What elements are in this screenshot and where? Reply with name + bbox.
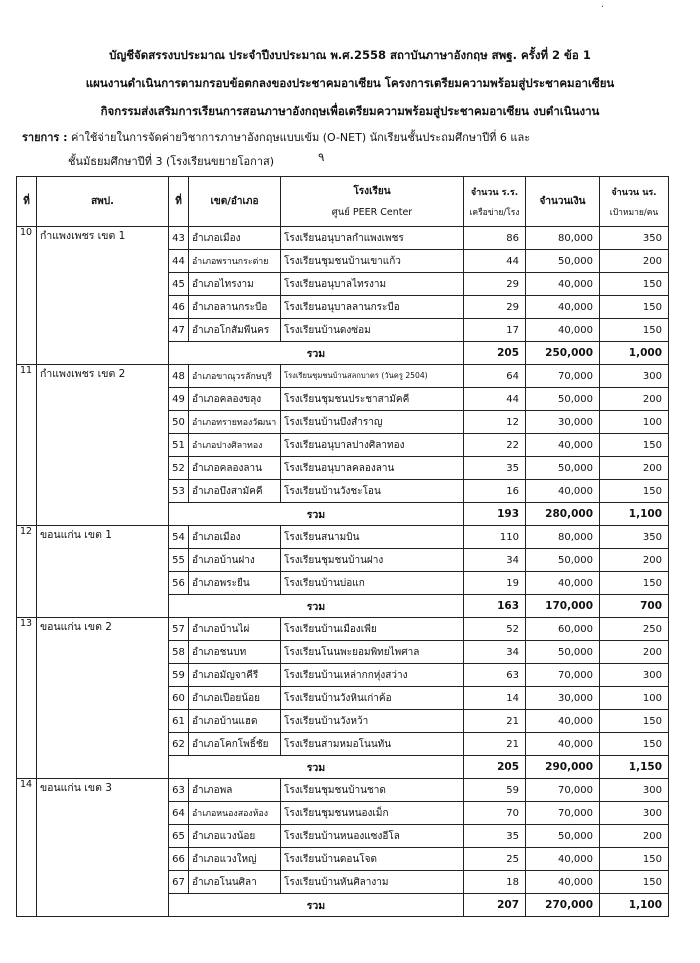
target-students: 150 (600, 434, 669, 457)
district-name: อำเภอบ้านฝาง (189, 549, 281, 572)
network-school-count: 16 (464, 480, 526, 503)
school-name: โรงเรียนอนุบาลกำแพงเพชร (281, 227, 464, 250)
amount: 70,000 (526, 365, 600, 388)
item-text-continued: ชั้นมัธยมศึกษาปีที่ 3 (โรงเรียนขยายโอกาส) (68, 155, 274, 168)
school-name: โรงเรียนสนามบิน (281, 526, 464, 549)
district-name: อำเภอพระยืน (189, 572, 281, 595)
district-name: อำเภอพรานกระต่าย (189, 250, 281, 273)
target-students: 150 (600, 848, 669, 871)
row-index: 60 (169, 687, 189, 710)
target-students: 200 (600, 641, 669, 664)
row-index: 43 (169, 227, 189, 250)
district-name: อำเภอหนองสองห้อง (189, 802, 281, 825)
amount: 80,000 (526, 526, 600, 549)
target-students: 350 (600, 227, 669, 250)
school-name: โรงเรียนบ้านบึงสำราญ (281, 411, 464, 434)
network-school-count: 70 (464, 802, 526, 825)
network-school-count: 19 (464, 572, 526, 595)
district-name: อำเภอเปือยน้อย (189, 687, 281, 710)
group-number: 10 (17, 227, 37, 365)
school-name: โรงเรียนบ้านบ่อแก (281, 572, 464, 595)
district-name: อำเภอลานกระบือ (189, 296, 281, 319)
row-index: 44 (169, 250, 189, 273)
district-name: อำเภอชนบท (189, 641, 281, 664)
subtotal-network-count: 193 (464, 503, 526, 526)
row-index: 56 (169, 572, 189, 595)
target-students: 300 (600, 664, 669, 687)
plan-line: แผนงานดำเนินการตามกรอบข้อตกลงของประชาคมอาเซียน โครงการเตรียมความพร้อมสู่ประชาคมอาเซียน (85, 76, 615, 90)
amount: 40,000 (526, 273, 600, 296)
school-name: โรงเรียนบ้านวังหินเก่าค้อ (281, 687, 464, 710)
district-name: อำเภอโนนศิลา (189, 871, 281, 894)
district-name: อำเภอแวงน้อย (189, 825, 281, 848)
row-index: 55 (169, 549, 189, 572)
document-title: บัญชีจัดสรรงบประมาณ ประจำปีงบประมาณ พ.ศ.2558 สถาบันภาษาอังกฤษ สพฐ. ครั้งที่ 2 ข้อ 1 (109, 48, 591, 62)
col-header-school: โรงเรียน ศูนย์ PEER Center (281, 177, 464, 227)
amount: 40,000 (526, 733, 600, 756)
row-index: 63 (169, 779, 189, 802)
esa-name: ขอนแก่น เขต 2 (37, 618, 169, 779)
district-name: อำเภอเมือง (189, 227, 281, 250)
row-index: 53 (169, 480, 189, 503)
group-number: 13 (17, 618, 37, 779)
school-name: โรงเรียนอนุบาลลานกระบือ (281, 296, 464, 319)
col-header-district: เขต/อำเภอ (189, 177, 281, 227)
subtotal-amount: 270,000 (526, 894, 600, 917)
target-students: 150 (600, 273, 669, 296)
amount: 70,000 (526, 802, 600, 825)
row-index: 45 (169, 273, 189, 296)
esa-name: ขอนแก่น เขต 1 (37, 526, 169, 618)
esa-name: ขอนแก่น เขต 3 (37, 779, 169, 917)
target-students: 200 (600, 549, 669, 572)
target-students: 200 (600, 825, 669, 848)
target-students: 100 (600, 411, 669, 434)
district-name: อำเภอโกสัมพีนคร (189, 319, 281, 342)
school-name: โรงเรียนสามหมอโนนทัน (281, 733, 464, 756)
subtotal-students: 700 (600, 595, 669, 618)
amount: 50,000 (526, 825, 600, 848)
row-index: 47 (169, 319, 189, 342)
district-name: อำเภอทรายทองวัฒนา (189, 411, 281, 434)
school-name: โรงเรียนบ้านวังชะโอน (281, 480, 464, 503)
target-students: 300 (600, 802, 669, 825)
school-name: โรงเรียนชุมชนบ้านสลกบาตร (วันครู 2504) (281, 365, 464, 388)
target-students: 150 (600, 572, 669, 595)
subtotal-label: รวม (169, 756, 464, 779)
target-students: 100 (600, 687, 669, 710)
amount: 40,000 (526, 572, 600, 595)
subtotal-label: รวม (169, 894, 464, 917)
amount: 30,000 (526, 411, 600, 434)
subtotal-label: รวม (169, 342, 464, 365)
school-name: โรงเรียนบ้านวังหว้า (281, 710, 464, 733)
school-name: โรงเรียนอนุบาลไทรงาม (281, 273, 464, 296)
subtotal-network-count: 207 (464, 894, 526, 917)
district-name: อำเภอคลองลาน (189, 457, 281, 480)
network-school-count: 86 (464, 227, 526, 250)
district-name: อำเภอบ้านไผ่ (189, 618, 281, 641)
col-header-idx: ที่ (169, 177, 189, 227)
table-row (17, 779, 669, 802)
amount: 40,000 (526, 296, 600, 319)
subtotal-amount: 250,000 (526, 342, 600, 365)
group-number: 11 (17, 365, 37, 526)
table-row (17, 365, 669, 388)
subtotal-label: รวม (169, 503, 464, 526)
network-school-count: 25 (464, 848, 526, 871)
district-name: อำเภอเมือง (189, 526, 281, 549)
school-name: โรงเรียนชุมชนประชาสามัคคี (281, 388, 464, 411)
amount: 60,000 (526, 618, 600, 641)
row-index: 62 (169, 733, 189, 756)
district-name: อำเภอบ้านแฮด (189, 710, 281, 733)
school-name: โรงเรียนบ้านเมืองเพีย (281, 618, 464, 641)
row-index: 50 (169, 411, 189, 434)
target-students: 200 (600, 250, 669, 273)
group-number: 12 (17, 526, 37, 618)
col-header-esa: สพป. (37, 177, 169, 227)
subtotal-students: 1,100 (600, 894, 669, 917)
network-school-count: 59 (464, 779, 526, 802)
network-school-count: 35 (464, 825, 526, 848)
amount: 30,000 (526, 687, 600, 710)
school-name: โรงเรียนชุมชนบ้านฝาง (281, 549, 464, 572)
district-name: อำเภอพล (189, 779, 281, 802)
school-name: โรงเรียนบ้านเหล่ากกหุ่งสว่าง (281, 664, 464, 687)
district-name: อำเภอขาณุวรลักษบุรี (189, 365, 281, 388)
target-students: 200 (600, 457, 669, 480)
network-school-count: 63 (464, 664, 526, 687)
network-school-count: 21 (464, 733, 526, 756)
network-school-count: 34 (464, 641, 526, 664)
school-name: โรงเรียนชุมชนหนองเม็ก (281, 802, 464, 825)
row-index: 54 (169, 526, 189, 549)
table-header-row (17, 177, 669, 227)
target-students: 150 (600, 710, 669, 733)
subtotal-network-count: 205 (464, 756, 526, 779)
page-corner-mark: · (600, 2, 604, 13)
network-school-count: 18 (464, 871, 526, 894)
target-students: 300 (600, 779, 669, 802)
col-header-amount: จำนวนเงิน (526, 177, 600, 227)
row-index: 61 (169, 710, 189, 733)
school-name: โรงเรียนชุมชนบ้านชาด (281, 779, 464, 802)
subtotal-network-count: 163 (464, 595, 526, 618)
network-school-count: 110 (464, 526, 526, 549)
amount: 40,000 (526, 434, 600, 457)
row-index: 64 (169, 802, 189, 825)
target-students: 200 (600, 388, 669, 411)
network-school-count: 21 (464, 710, 526, 733)
row-index: 59 (169, 664, 189, 687)
subtotal-amount: 290,000 (526, 756, 600, 779)
network-school-count: 52 (464, 618, 526, 641)
network-school-count: 22 (464, 434, 526, 457)
target-students: 150 (600, 296, 669, 319)
esa-name: กำแพงเพชร เขต 2 (37, 365, 169, 526)
network-school-count: 35 (464, 457, 526, 480)
subtotal-label: รวม (169, 595, 464, 618)
district-name: อำเภอปางศิลาทอง (189, 434, 281, 457)
target-students: 150 (600, 319, 669, 342)
row-index: 67 (169, 871, 189, 894)
amount: 50,000 (526, 641, 600, 664)
amount: 40,000 (526, 848, 600, 871)
col-header-net-count: จำนวน ร.ร. เครือข่าย/โรง (464, 177, 526, 227)
amount: 40,000 (526, 319, 600, 342)
district-name: อำเภอไทรงาม (189, 273, 281, 296)
activity-line: กิจกรรมส่งเสริมการเรียนการสอนภาษาอังกฤษเพื่อเตรียมความพร้อมสู่ประชาคมอาเซียน งบดำเนินงาน (100, 104, 600, 118)
row-index: 52 (169, 457, 189, 480)
row-index: 66 (169, 848, 189, 871)
network-school-count: 14 (464, 687, 526, 710)
budget-table (16, 176, 669, 917)
row-index: 58 (169, 641, 189, 664)
amount: 70,000 (526, 779, 600, 802)
network-school-count: 34 (464, 549, 526, 572)
network-school-count: 44 (464, 250, 526, 273)
amount: 70,000 (526, 664, 600, 687)
amount: 50,000 (526, 388, 600, 411)
group-number: 14 (17, 779, 37, 917)
school-name: โรงเรียนบ้านหนองแซงอีโล (281, 825, 464, 848)
item-text: ค่าใช้จ่ายในการจัดค่ายวิชาการภาษาอังกฤษแบบเข้ม (O-NET) นักเรียนชั้นประถมศึกษาปีที่ 6 และ (67, 131, 531, 144)
district-name: อำเภอบึงสามัคคี (189, 480, 281, 503)
subtotal-network-count: 205 (464, 342, 526, 365)
school-name: โรงเรียนบ้านดงซ่อม (281, 319, 464, 342)
subtotal-students: 1,150 (600, 756, 669, 779)
col-header-students: จำนวน นร. เป้าหมาย/คน (600, 177, 669, 227)
row-index: 65 (169, 825, 189, 848)
amount: 40,000 (526, 710, 600, 733)
amount: 40,000 (526, 871, 600, 894)
network-school-count: 17 (464, 319, 526, 342)
district-name: อำเภอคลองขลุง (189, 388, 281, 411)
table-row (17, 618, 669, 641)
amount: 50,000 (526, 549, 600, 572)
network-school-count: 29 (464, 296, 526, 319)
amount: 80,000 (526, 227, 600, 250)
handwritten-mark: ٩ (318, 150, 325, 164)
district-name: อำเภอแวงใหญ่ (189, 848, 281, 871)
row-index: 46 (169, 296, 189, 319)
col-header-no: ที่ (17, 177, 37, 227)
subtotal-students: 1,000 (600, 342, 669, 365)
district-name: อำเภอโคกโพธิ์ชัย (189, 733, 281, 756)
esa-name: กำแพงเพชร เขต 1 (37, 227, 169, 365)
school-name: โรงเรียนบ้านดอนโจด (281, 848, 464, 871)
target-students: 250 (600, 618, 669, 641)
target-students: 150 (600, 733, 669, 756)
row-index: 51 (169, 434, 189, 457)
network-school-count: 44 (464, 388, 526, 411)
school-name: โรงเรียนโนนพะยอมพิทยไพศาล (281, 641, 464, 664)
amount: 40,000 (526, 480, 600, 503)
table-row (17, 227, 669, 250)
table-body (17, 227, 669, 917)
school-name: โรงเรียนบ้านหันศิลางาม (281, 871, 464, 894)
network-school-count: 64 (464, 365, 526, 388)
item-label: รายการ : (22, 131, 68, 144)
row-index: 57 (169, 618, 189, 641)
table-row (17, 526, 669, 549)
network-school-count: 12 (464, 411, 526, 434)
amount: 50,000 (526, 250, 600, 273)
target-students: 350 (600, 526, 669, 549)
amount: 50,000 (526, 457, 600, 480)
subtotal-amount: 170,000 (526, 595, 600, 618)
subtotal-amount: 280,000 (526, 503, 600, 526)
school-name: โรงเรียนอนุบาลปางศิลาทอง (281, 434, 464, 457)
target-students: 150 (600, 480, 669, 503)
district-name: อำเภอมัญจาคีรี (189, 664, 281, 687)
subtotal-students: 1,100 (600, 503, 669, 526)
target-students: 150 (600, 871, 669, 894)
target-students: 300 (600, 365, 669, 388)
school-name: โรงเรียนชุมชนบ้านเขาแก้ว (281, 250, 464, 273)
school-name: โรงเรียนอนุบาลคลองลาน (281, 457, 464, 480)
network-school-count: 29 (464, 273, 526, 296)
row-index: 48 (169, 365, 189, 388)
item-line (22, 128, 530, 146)
row-index: 49 (169, 388, 189, 411)
